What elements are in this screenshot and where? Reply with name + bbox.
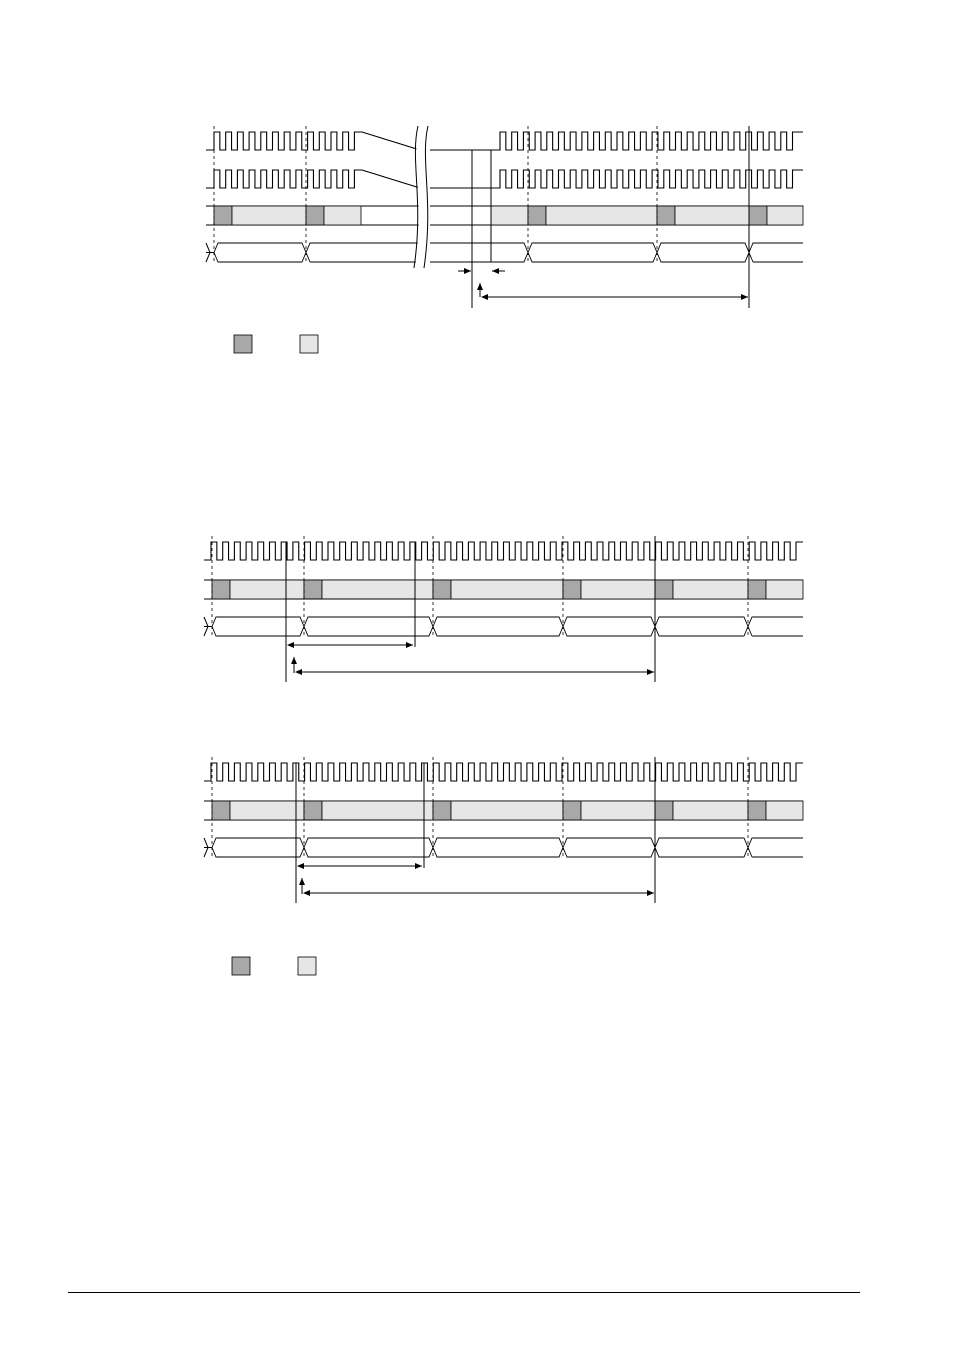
data-cell-dark bbox=[563, 801, 581, 820]
data-cell-dark bbox=[433, 580, 451, 599]
bus-start bbox=[206, 243, 214, 262]
data-cell-dark bbox=[563, 580, 581, 599]
data-cell-light bbox=[546, 206, 657, 225]
data-cell-light bbox=[675, 206, 749, 225]
bus-segment bbox=[748, 617, 803, 636]
clock bbox=[204, 763, 803, 781]
timing-diagram-2 bbox=[204, 536, 803, 682]
data-cell-light bbox=[322, 801, 433, 820]
data-cell-light bbox=[673, 801, 748, 820]
bus-segment bbox=[657, 243, 749, 262]
bus-segment bbox=[306, 243, 420, 262]
data-cell-dark bbox=[657, 206, 675, 225]
bus-segment bbox=[433, 838, 563, 857]
data-cell-light bbox=[230, 580, 304, 599]
bus-segment bbox=[749, 243, 803, 262]
bus-segment bbox=[430, 243, 528, 262]
bus-segment bbox=[214, 243, 306, 262]
bus-segment bbox=[304, 838, 433, 857]
bus-segment bbox=[433, 617, 563, 636]
clock-1-right bbox=[430, 132, 803, 150]
data-cell-light bbox=[766, 580, 803, 599]
data-cell-dark bbox=[655, 801, 673, 820]
bus-start bbox=[204, 617, 212, 636]
bus-segment bbox=[563, 838, 655, 857]
bus-segment bbox=[655, 838, 748, 857]
data-cell-light bbox=[767, 206, 803, 225]
data-cell-dark bbox=[748, 580, 766, 599]
legend-dark-cell bbox=[234, 335, 252, 353]
clock bbox=[204, 542, 803, 560]
data-cell-light bbox=[324, 206, 361, 225]
bus-segment bbox=[528, 243, 657, 262]
data-cell-dark bbox=[528, 206, 546, 225]
data-cell-dark bbox=[304, 801, 322, 820]
data-cell-dark bbox=[306, 206, 324, 225]
data-cell-dark bbox=[433, 801, 451, 820]
data-cell-dark bbox=[214, 206, 232, 225]
data-cell-dark bbox=[212, 801, 230, 820]
data-cell-light bbox=[451, 801, 563, 820]
clock-2-right bbox=[430, 170, 803, 188]
data-cell-dark bbox=[212, 580, 230, 599]
data-cell-light bbox=[581, 801, 655, 820]
data-cell-light bbox=[766, 801, 803, 820]
data-cell-dark bbox=[655, 580, 673, 599]
timing-diagram-1 bbox=[206, 126, 803, 353]
data-cell-light bbox=[491, 206, 528, 225]
bus-segment bbox=[212, 838, 304, 857]
data-cell-light bbox=[232, 206, 306, 225]
data-cell-dark bbox=[304, 580, 322, 599]
bus-start bbox=[204, 838, 212, 857]
timing-diagram-3 bbox=[204, 757, 803, 975]
bus-segment bbox=[212, 617, 304, 636]
data-cell-light bbox=[451, 580, 563, 599]
data-cell-light bbox=[230, 801, 304, 820]
legend-dark-cell bbox=[232, 957, 250, 975]
clock-2-left bbox=[206, 170, 420, 188]
legend-light-cell bbox=[300, 335, 318, 353]
data-cell-light bbox=[322, 580, 433, 599]
data-cell-dark bbox=[748, 801, 766, 820]
data-cell-light bbox=[673, 580, 748, 599]
bus-segment bbox=[748, 838, 803, 857]
bus-segment bbox=[655, 617, 748, 636]
clock-1-left bbox=[206, 132, 420, 150]
legend-light-cell bbox=[298, 957, 316, 975]
bus-segment bbox=[304, 617, 433, 636]
data-cell-light bbox=[581, 580, 655, 599]
data-cell-dark bbox=[749, 206, 767, 225]
bus-segment bbox=[563, 617, 655, 636]
